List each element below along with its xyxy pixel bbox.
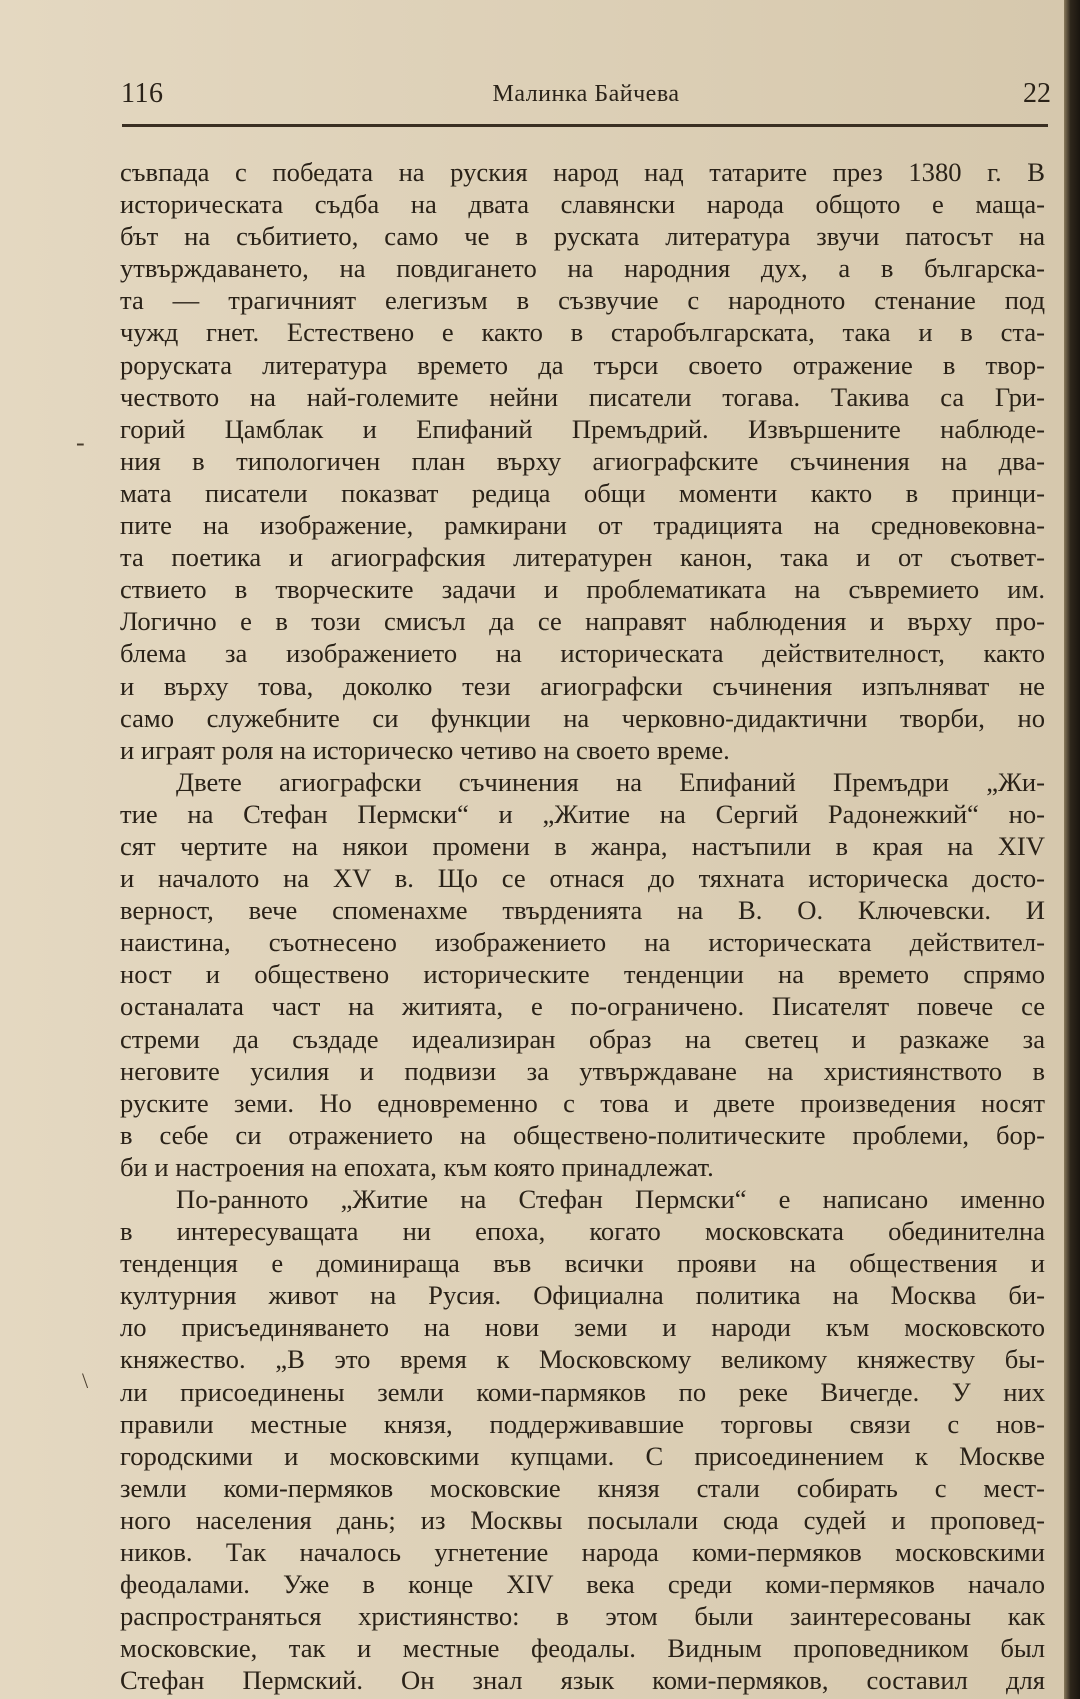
text-line: Логично е в този смисъл да се направят наблюдения и върху про- [120,606,1045,637]
text-line: По-ранното „Житие на Стефан Пермски“ е написано именно [176,1184,1045,1214]
text-line: неговите усилия и подвизи за утвърждаване на християнството в [120,1055,1045,1086]
text-line: стреми да създаде идеализиран образ на светец и разкаже за [120,1023,1045,1054]
text-line: роруската литература времето да търси своето отражение в твор- [120,349,1045,380]
text-line: ного населения дань; из Москвы посылали сюда судей и проповед- [120,1504,1045,1535]
text-line: та поетика и агиографския литературен канон, така и от съответ- [120,542,1045,573]
text-line: би и настроения на епохата, към която принадлежат. [120,1151,714,1182]
text-line: съвпада с победата на руския народ над татарите през 1380 г. В [120,157,1045,187]
book-spine [1064,0,1080,1699]
body-text [120,156,1045,1697]
page-number: 116 [121,78,164,109]
text-line: верност, вече споменахме твърденията на В. О. Ключевски. И [120,895,1045,926]
text-line: Стефан Пермский. Он знал язык коми-пермяков, составил для [120,1665,1045,1696]
text-line: ников. Так началось угнетение народа коми-пермяков московскими [120,1537,1045,1568]
text-line: Двете агиографски съчинения на Епифаний Премъдри „Жи- [176,766,1045,797]
text-line: городскими и московскими купцами. С присоединением к Москве [120,1440,1045,1471]
text-line: сят чертите на някои промени в жанра, настъпили в края на XIV [120,830,1045,861]
margin-dash-mark: - [76,428,85,457]
header-rule [122,124,1048,127]
text-line: княжество. „В это время к Московскому великому княжеству бы- [120,1344,1045,1375]
text-line: ли присоединены земли коми-пармяков по реке Вичегде. У них [120,1376,1045,1407]
text-line: феодалами. Уже в конце XIV века среди коми-пермяков начало [120,1569,1045,1600]
text-line: тенденция е доминираща във всички прояви на обществения и [120,1248,1045,1279]
text-line: распространяться християнство: в этом были заинтересованы как [120,1601,1045,1632]
text-line: историческата съдба на двата славянски народа общото е мащa- [120,189,1045,220]
text-line: правили местные князя, поддерживавшие торговы связи с нов- [120,1408,1045,1439]
text-line: културния живот на Русия. Официална политика на Москва би- [120,1280,1045,1311]
text-line: и върху това, доколко тези агиографски съчинения изпълняват не [120,670,1045,701]
margin-backslash-mark: \ [82,1368,89,1393]
text-line: чужд гнет. Естествено е както в старобългарската, така и в ста- [120,317,1045,348]
text-line: блема за изображението на историческата действителност, както [120,638,1045,669]
text-line: пите на изображение, рамкирани от традицията на средновековна- [120,510,1045,541]
text-line: тие на Стефан Пермски“ и „Житие на Сергий Радонежкий“ но- [120,798,1045,829]
text-line: горий Цамблак и Епифаний Премъдрий. Извършените наблюде- [120,413,1045,444]
text-line: бът на събитието, само че в руската литература звучи патосът на [120,221,1045,252]
text-line: ния в типологичен план върху агиографските съчинения на два- [120,445,1045,476]
text-line: руските земи. Но едновременно с това и двете произведения носят [120,1087,1045,1118]
text-line: останалата част на житията, е по-ограничено. Писателят повече се [120,991,1045,1022]
text-line: земли коми-пермяков московские князя стали собирать с мест- [120,1472,1045,1503]
running-head: Малинка Байчева [492,81,680,107]
text-line: та — трагичният елегизъм в съзвучие с народното стенание под [120,285,1045,316]
text-line: ност и обществено историческите тенденции на времето спрямо [120,959,1045,990]
text-line: чеството на най-големите нейни писатели тогава. Такива са Гри- [120,381,1045,412]
text-line: утвърждаването, на повдигането на народния дух, а в българска- [120,253,1045,284]
corner-number: 22 [1023,78,1051,109]
text-line: ствието в творческите задачи и проблематиката на съвремието им. [120,574,1045,605]
text-line: ло присъединяването на нови земи и народи към московското [120,1312,1045,1343]
text-line: в интересуващата ни епоха, когато московската обединителна [120,1216,1045,1247]
page-header [121,78,1051,118]
text-line: московские, так и местные феодалы. Видным проповедником был [120,1633,1045,1664]
text-line: в себе си отражението на обществено-политическите проблеми, бор- [120,1119,1045,1150]
text-line: мата писатели показват редица общи моменти както в принци- [120,477,1045,508]
text-line: само служебните си функции на черковно-дидактични творби, но [120,702,1045,733]
text-line: и играят роля на историческо четиво на своето време. [120,734,730,765]
text-line: и началото на XV в. Що се отнася до тяхната историческа досто- [120,863,1045,894]
text-line: наистина, съотнесено изображението на историческата действител- [120,927,1045,958]
